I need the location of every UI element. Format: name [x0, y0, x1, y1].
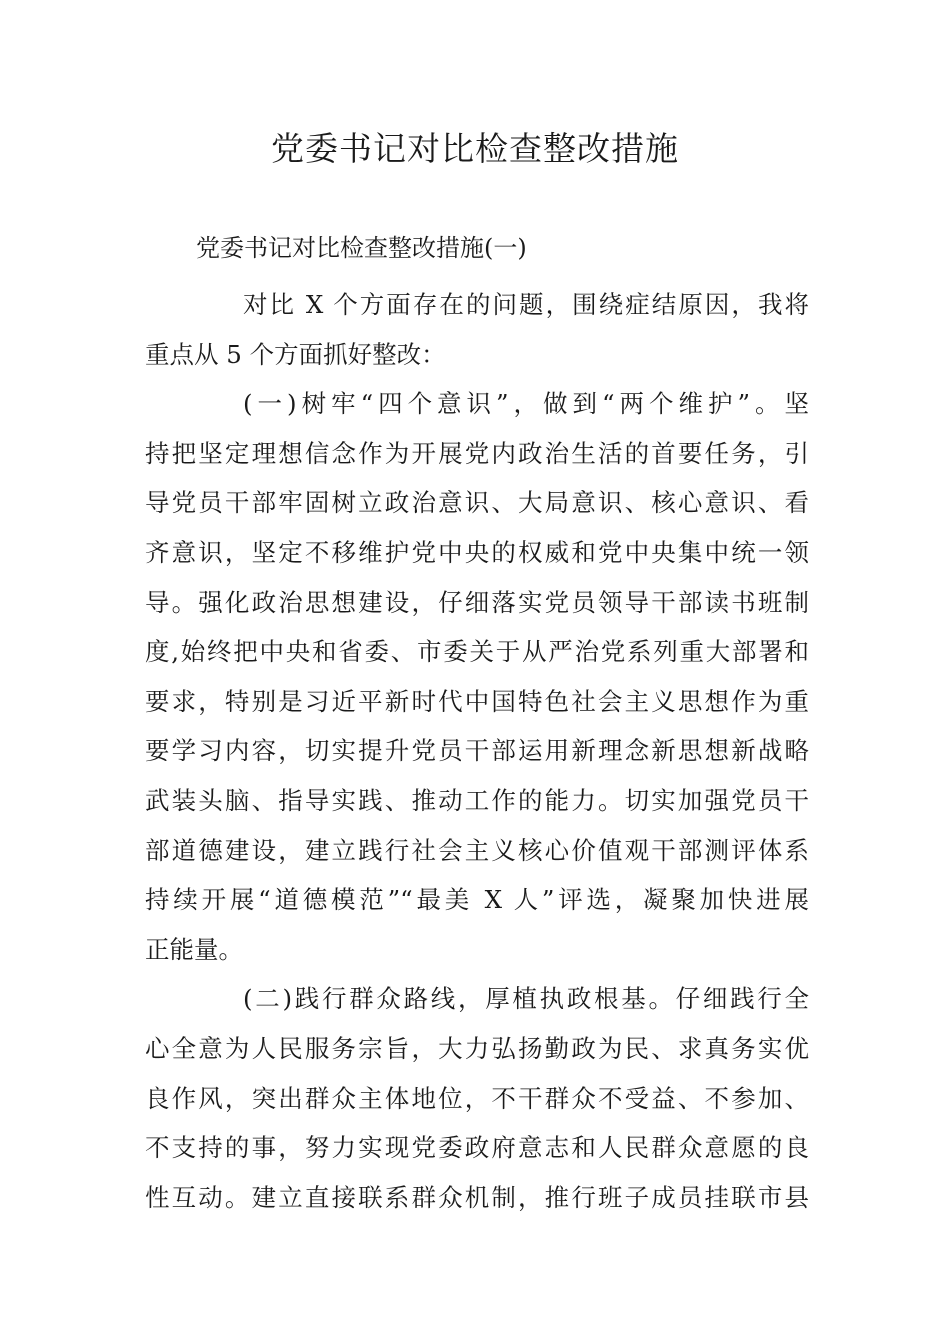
- body-line-text: 要学习内容，切实提升党员干部运用新理念新思想新战略: [145, 736, 809, 766]
- body-line: [145, 280, 809, 330]
- body-line-text: 正能量。: [145, 934, 243, 964]
- document-title: 党委书记对比检查整改措施: [271, 129, 679, 168]
- body-line-text: 导党员干部牢固树立政治意识、大局意识、核心意识、看: [145, 488, 809, 518]
- body-line: [145, 1074, 809, 1124]
- body-line-text: 重点从 5 个方面抓好整改：: [145, 339, 446, 369]
- body-line: [145, 826, 809, 876]
- body-line: [145, 528, 809, 578]
- body-line-text: 持把坚定理想信念作为开展党内政治生活的首要任务，引: [145, 438, 809, 468]
- body-line-text: (一)树牢“四个意识”，做到“两个维护”。坚: [243, 389, 809, 419]
- body-line: [145, 578, 809, 628]
- body-line: [145, 627, 809, 677]
- body-line: [145, 776, 809, 826]
- body-line-text: 部道德建设，建立践行社会主义核心价值观干部测评体系: [145, 835, 809, 865]
- body-line-text: 持续开展“道德模范”“最美 X 人”评选，凝聚加快进展: [145, 885, 809, 915]
- body-line: [145, 330, 809, 380]
- body-line: [145, 379, 809, 429]
- body-line-text: 对比 X 个方面存在的问题，围绕症结原因，我将: [243, 290, 809, 319]
- body-line: [145, 974, 809, 1024]
- body-line: [145, 429, 809, 479]
- body-line: [145, 875, 809, 925]
- document-body: [145, 280, 809, 1222]
- body-line-text: 性互动。建立直接联系群众机制，推行班子成员挂联市县: [145, 1182, 809, 1212]
- body-line-text: 要求，特别是习近平新时代中国特色社会主义思想作为重: [145, 686, 809, 716]
- body-line: [145, 726, 809, 776]
- body-line-text: 武装头脑、指导实践、推动工作的能力。切实加强党员干: [145, 785, 809, 815]
- body-line-text: 度,始终把中央和省委、市委关于从严治党系列重大部署和: [145, 637, 809, 667]
- body-line-text: 齐意识，坚定不移维护党中央的权威和党中央集中统一领: [145, 537, 809, 567]
- document-subtitle: 党委书记对比检查整改措施(一): [196, 234, 527, 262]
- body-line-text: 不支持的事，努力实现党委政府意志和人民群众意愿的良: [145, 1133, 809, 1163]
- body-line: [145, 677, 809, 727]
- body-line: [145, 478, 809, 528]
- body-line-text: (二)践行群众路线，厚植执政根基。仔细践行全: [243, 984, 809, 1014]
- body-line: [145, 1024, 809, 1074]
- body-line-text: 良作风，突出群众主体地位，不干群众不受益、不参加、: [145, 1083, 809, 1113]
- body-line: [145, 1123, 809, 1173]
- body-line-text: 心全意为人民服务宗旨，大力弘扬勤政为民、求真务实优: [145, 1033, 809, 1063]
- body-line: [145, 925, 809, 975]
- body-line: [145, 1173, 809, 1223]
- body-line-text: 导。强化政治思想建设，仔细落实党员领导干部读书班制: [145, 587, 809, 617]
